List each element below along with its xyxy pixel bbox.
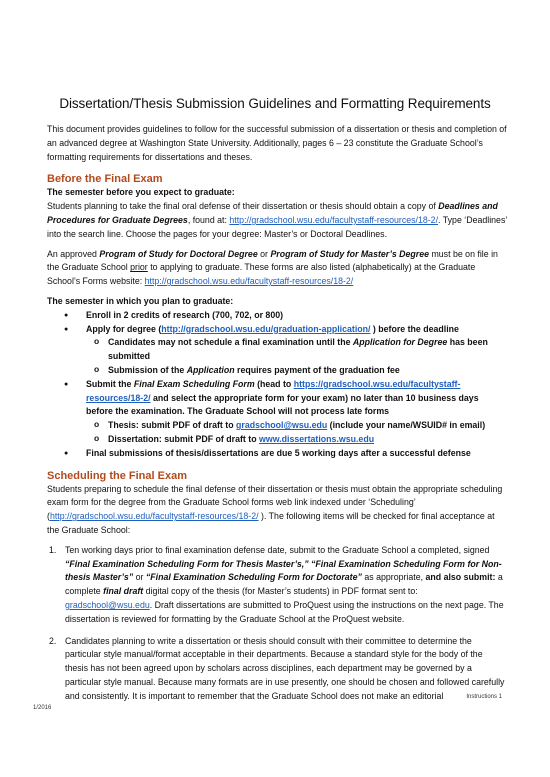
text: a complete — [65, 572, 503, 597]
text: a final examination until the — [232, 337, 353, 348]
text: Ten working days prior to final examination defense date, submit to the Graduate School a completed, signed — [65, 544, 490, 555]
document-title: Dissertation/Thesis Submission Guidelines and Formatting Requirements — [59, 96, 491, 111]
prior-emphasis: prior — [130, 262, 148, 273]
footer-date: 1/2016 — [33, 705, 52, 711]
emphasis: may not schedule — [157, 337, 233, 348]
text: (head to — [254, 378, 294, 389]
text: An approved — [47, 248, 100, 259]
page-label: Instructions 1 — [466, 694, 502, 700]
text: as appropriate, — [361, 572, 426, 583]
item-number: 1. — [49, 544, 57, 555]
numbered-item — [47, 544, 507, 627]
dissertations-site-link[interactable]: www.dissertations.wsu.edu — [259, 433, 375, 444]
graduation-steps-list — [47, 309, 507, 461]
section-heading-scheduling: Scheduling the Final Exam — [47, 469, 187, 482]
text: to applying to graduate. These forms are also listed (alphabetically) at the Graduate School’s Forms website: — [47, 262, 476, 287]
sub-list-item — [86, 419, 507, 433]
emphasis: and also submit: — [425, 572, 496, 583]
emphasis: Application for Degree — [352, 337, 448, 348]
text: and select the appropriate form for your exam) no later than 10 business days before the examination. The Graduate School will not process late forms — [86, 392, 479, 417]
text: Candidates — [108, 337, 158, 348]
text: Students planning to take the final oral defense of their dissertation or thesis should obtain a copy of — [47, 201, 439, 212]
text: ) before the deadline — [370, 323, 459, 334]
sub-list — [86, 336, 507, 377]
text: digital copy of the thesis (for Master’s students) in PDF format sent to: — [143, 586, 418, 597]
graduation-application-link[interactable]: http://gradschool.wsu.edu/graduation-application/ — [161, 323, 371, 334]
text: Candidates planning to write a dissertation or thesis should consult with their committee to determine the particular style manual/format acceptable in their departments. Because a standard style for the body of the thesis has not been agreed upon by scholars across disciplines, each department may be governed by a particular style manual. Because many formats are in use presently, one should be chosen and followed carefully and consistently. It is important to remember that the Graduate School does not make an editorial — [65, 635, 505, 701]
acceptance-items-list — [47, 544, 507, 704]
exam-forms-link[interactable]: https://gradschool.wsu.edu/facultystaff-resources/18-2/ — [86, 378, 461, 403]
text: Submission of the — [108, 364, 187, 375]
list-item — [47, 323, 507, 378]
list-item: ● Enroll in 2 credits of research (700, 702, or 800) — [47, 309, 507, 323]
text: , found at: — [187, 214, 230, 225]
emphasis: “Final Examination Scheduling Form for Thesis Master’s,” “Final Examination Scheduling Form for Non-thesis Master’s” — [65, 558, 502, 583]
emphasis: final draft — [103, 586, 144, 597]
text: (include your name/WSUID# in email) — [327, 420, 486, 431]
sub-list-item — [86, 336, 507, 364]
gradschool-email-link[interactable]: gradschool@wsu.edu — [236, 420, 328, 431]
text: or — [133, 572, 146, 583]
gradschool-email-link[interactable]: gradschool@wsu.edu — [65, 599, 150, 610]
subheading-semester-graduate: The semester in which you plan to graduate: — [47, 295, 234, 306]
deadlines-doc-title: Deadlines and Procedures for Graduate Degrees — [47, 201, 498, 225]
intro-paragraph: This document provides guidelines to follow for the successful submission of a dissertation or thesis and completion of an advanced degree at Washington State University. Additionally, pages 6 – 23 constitute the Graduate School’s formatting requirements for dissertations and theses. — [47, 124, 507, 162]
emphasis: Application — [186, 364, 235, 375]
section-heading-before-final-exam: Before the Final Exam — [47, 173, 163, 186]
scheduling-paragraph — [47, 483, 507, 538]
list-item: ● Final submissions of thesis/dissertations are due 5 working days after a successful defense — [47, 447, 507, 461]
emphasis: “Final Examination Scheduling Form for Doctorate” — [145, 572, 362, 583]
text: Students preparing to schedule the final defense of their dissertation or thesis must obtain the appropriate scheduling exam form for the degree from the Graduate School forms web link indexed under ‘Scheduling’ ( — [47, 483, 503, 522]
program-of-study-paragraph — [47, 248, 507, 289]
text: . Type ‘Deadlines’ into the search line. Choose the pages for your degree: Master’s or Doctoral Deadlines. — [47, 214, 507, 239]
text: or — [257, 248, 271, 259]
forms-website-link[interactable]: http://gradschool.wsu.edu/facultystaff-resources/18-2/ — [144, 276, 354, 287]
item-number: 2. — [49, 635, 57, 646]
emphasis: Final Exam Scheduling Form — [133, 378, 255, 389]
numbered-item — [47, 635, 507, 704]
text: must be on file in the Graduate School — [47, 248, 498, 273]
facultystaff-resources-link[interactable]: http://gradschool.wsu.edu/facultystaff-resources/18-2/ — [229, 214, 439, 225]
text: ). The following items will be checked for final acceptance at the Graduate School: — [47, 511, 495, 535]
subheading-semester-before: The semester before you expect to graduate: — [47, 187, 235, 198]
sub-list — [86, 419, 507, 447]
text: Dissertation: submit PDF of draft to — [108, 433, 260, 444]
sub-list-item — [86, 364, 507, 378]
program-study-doctoral: Program of Study for Doctoral Degree — [99, 248, 258, 259]
text: has been submitted — [108, 337, 488, 362]
text: Thesis: submit PDF of draft to — [108, 420, 237, 431]
text: Apply for degree ( — [86, 323, 162, 334]
deadlines-paragraph — [47, 200, 507, 241]
text: Submit the — [86, 378, 134, 389]
list-item — [47, 378, 507, 447]
document-body — [47, 123, 507, 711]
text: requires payment of the graduation fee — [234, 364, 400, 375]
sub-list-item — [86, 433, 507, 447]
text: . Draft dissertations are submitted to ProQuest using the instructions on the next page. The dissertation is reviewed for formatting by the Graduate School at the ProQuest website. — [65, 599, 504, 624]
scheduling-forms-link[interactable]: http://gradschool.wsu.edu/facultystaff-resources/18-2/ — [49, 511, 259, 522]
program-study-masters: Program of Study for Master’s Degree — [270, 248, 429, 259]
